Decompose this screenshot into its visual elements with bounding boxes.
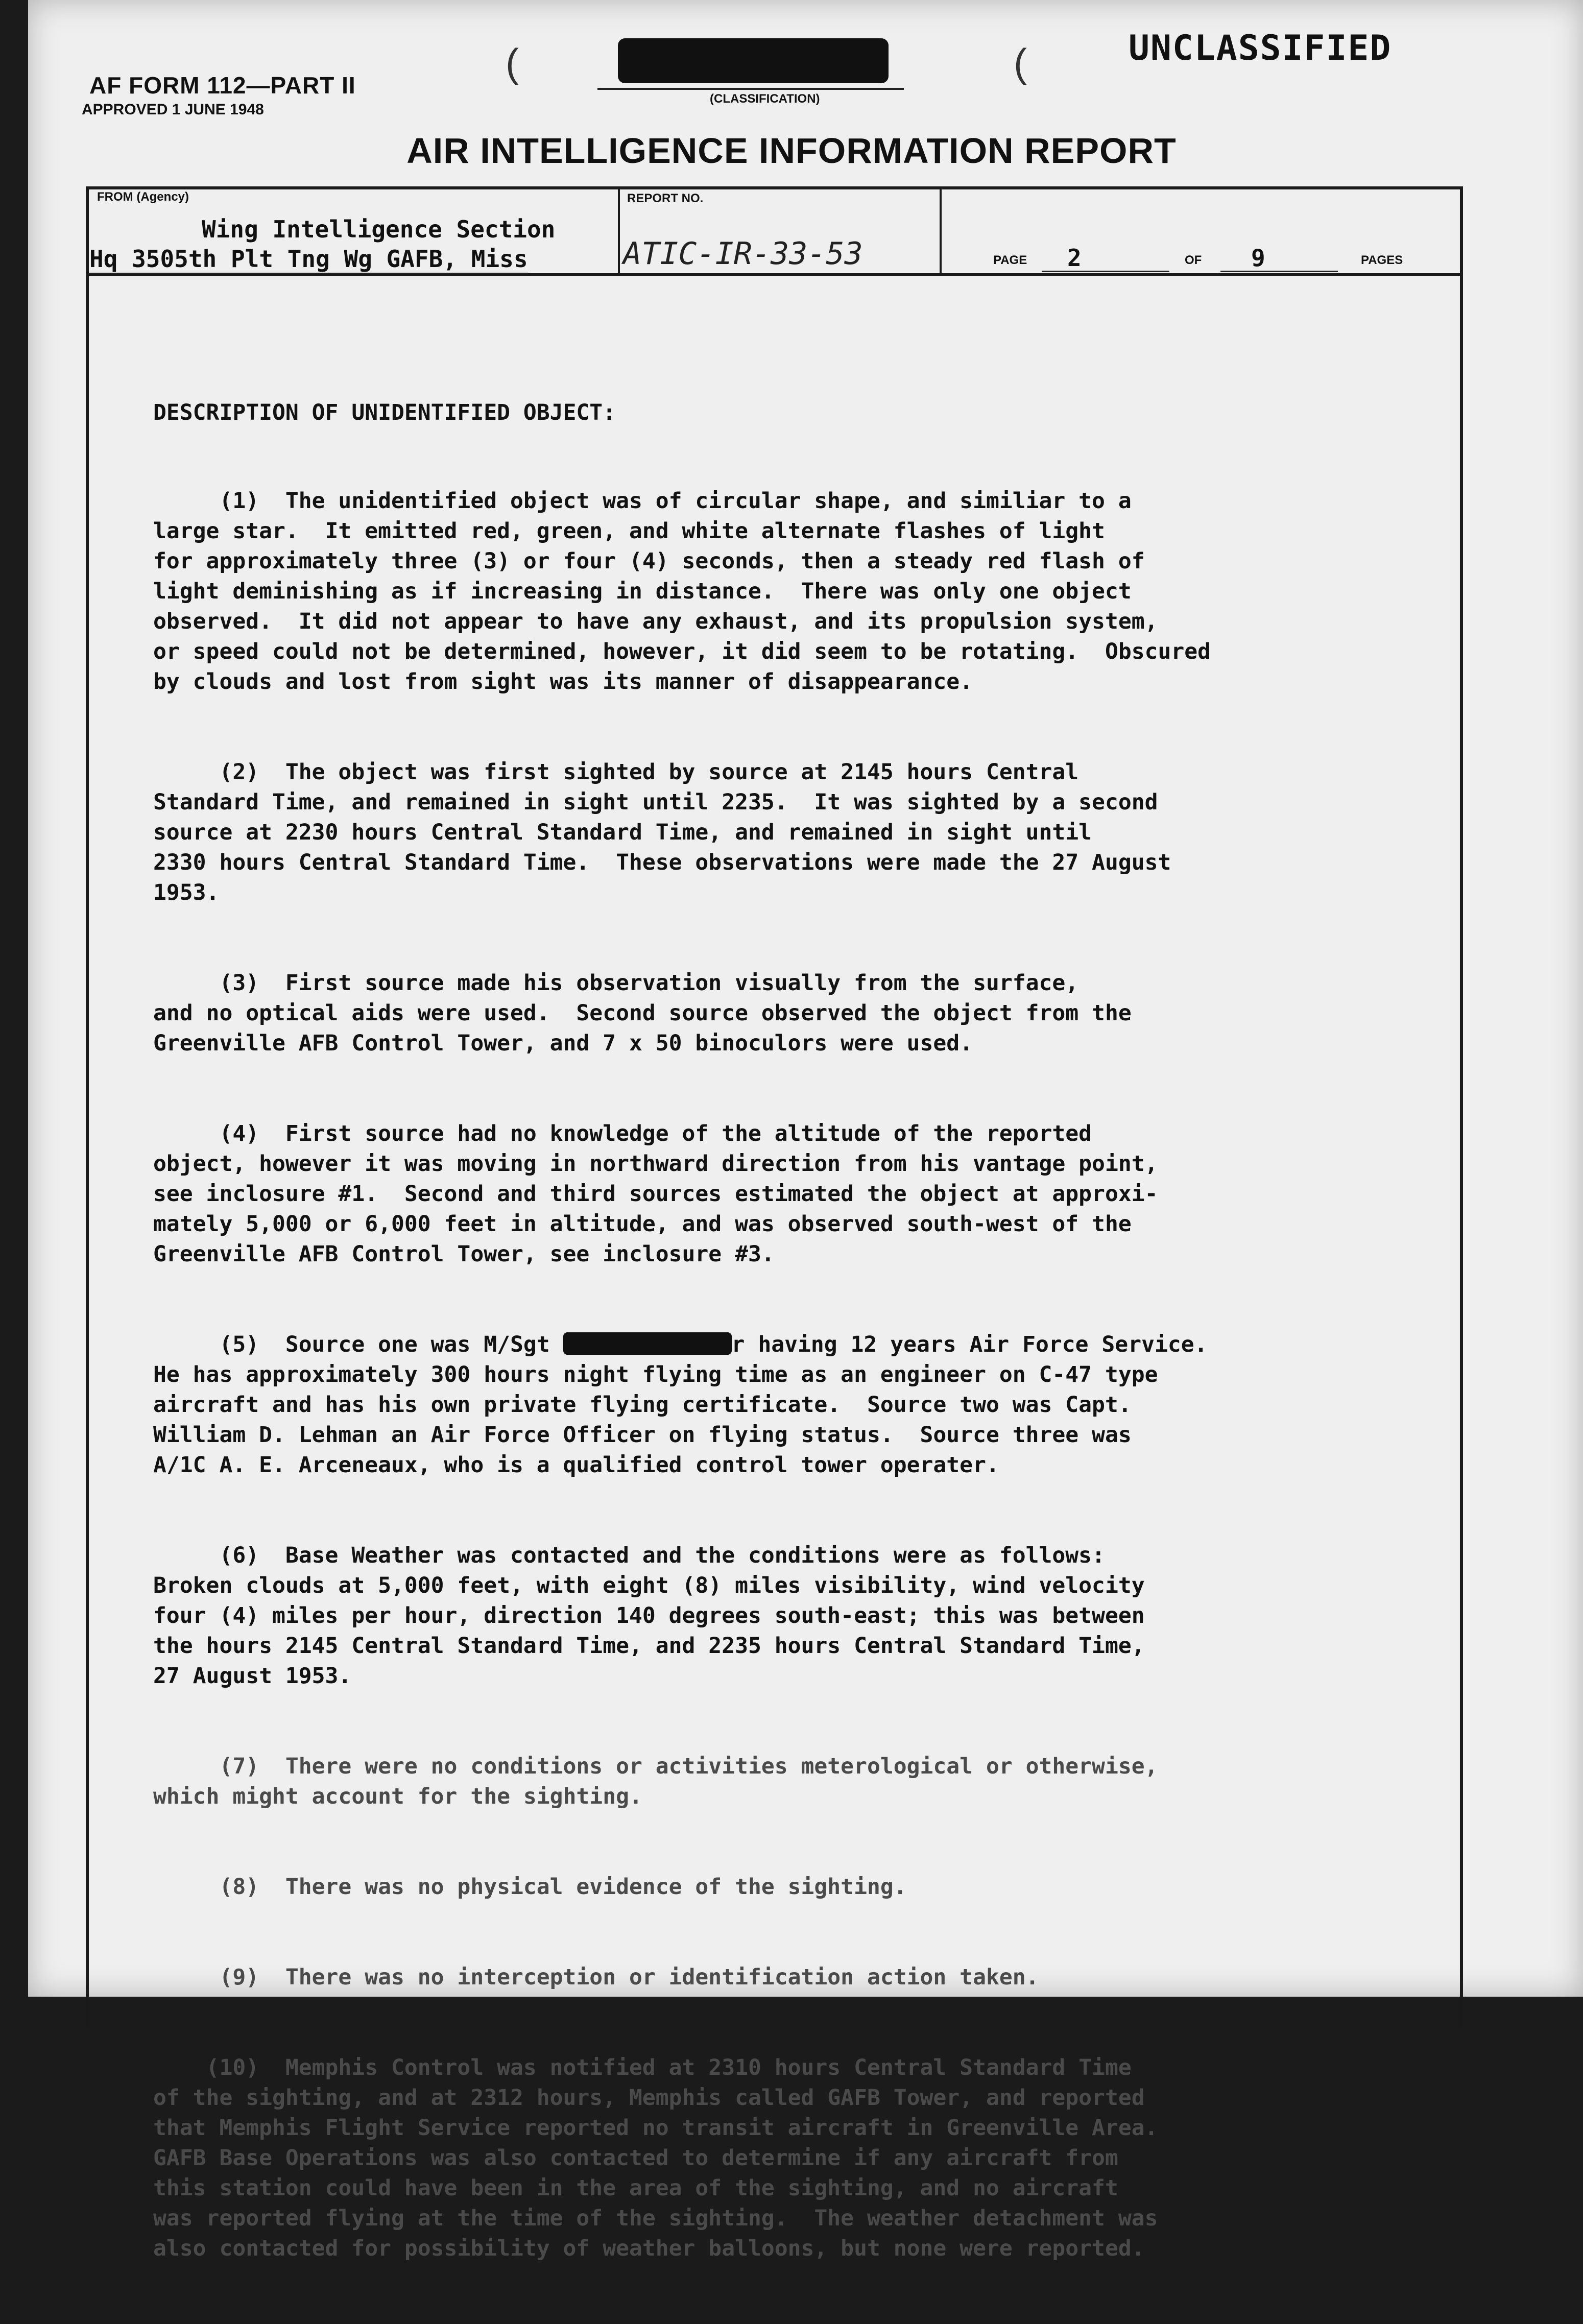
form-id: AF FORM 112—PART II — [89, 72, 356, 99]
paragraph-3: (3) First source made his observation visually from the surface, and no optical aids were used. Second source observed the object from the Greenville AFB Control Tower, and 7 x 50 binoculors were used. — [153, 970, 1132, 1056]
section-heading: DESCRIPTION OF UNIDENTIFIED OBJECT: — [153, 400, 616, 425]
of-label: OF — [1185, 253, 1202, 267]
report-no-label: REPORT NO. — [627, 191, 704, 205]
redacted-classification — [618, 38, 889, 83]
paragraph-10: (10) Memphis Control was notified at 2310 hours Central Standard Time of the sighting, and at 2312 hours, Memphis called GAFB Tower, and reported that Memphis Flight Service reported no transit aircraft in Greenville Area. GAFB Base Operations was also contacted to determine if any aircraft from this station could have been in the area of the sighting, and no aircraft was reported flying at the time of the sighting. The weather detachment was also contacted for possibility of weather balloons, but none were reported. — [153, 2055, 1158, 2261]
from-line-1: Wing Intelligence Section — [202, 215, 556, 243]
header-separator — [618, 186, 620, 276]
report-title: AIR INTELLIGENCE INFORMATION REPORT — [406, 131, 1177, 171]
page-underline — [1042, 271, 1169, 272]
redacted-name — [563, 1332, 732, 1355]
paragraph-5-start: (5) Source one was M/Sgt — [153, 1332, 563, 1357]
paragraph-5 — [153, 1330, 1379, 1480]
total-pages: 9 — [1251, 244, 1265, 272]
page-number: 2 — [1067, 244, 1082, 272]
paragraph-9: (9) There was no interception or identification action taken. — [153, 1964, 1039, 1990]
report-body — [153, 368, 1379, 2324]
paragraph-6: (6) Base Weather was contacted and the conditions were as follows: Broken clouds at 5,000 feet, with eight (8) miles visibility, wind velocity four (4) miles per hour, direction 140 degrees south-east; this was between the hours 2145 Central Standard Time, and 2235 hours Central Standard Time, 27 August 1953. — [153, 1543, 1145, 1689]
unclassified-stamp: UNCLASSIFIED — [1129, 28, 1392, 68]
from-line-2: Hq 3505th Plt Tng Wg GAFB, Miss — [89, 245, 528, 274]
page-label: PAGE — [993, 253, 1027, 267]
paragraph-2: (2) The object was first sighted by source at 2145 hours Central Standard Time, and remained in sight until 2235. It was sighted by a second source at 2230 hours Central Standard Time, and remained in sight until 2330 hours Central Standard Time. These observations were made the 27 August 1953. — [153, 759, 1171, 905]
pages-label: PAGES — [1361, 253, 1403, 267]
right-paren: ( — [1014, 40, 1027, 85]
from-label: FROM (Agency) — [97, 190, 189, 204]
classification-caption: (CLASSIFICATION) — [710, 92, 820, 106]
paragraph-1: (1) The unidentified object was of circular shape, and similiar to a large star. It emitted red, green, and white alternate flashes of light for approximately three (3) or four (4) seconds, then a steady red flash of light deminishing as if increasing in distance. There was only one object observed. It did not appear to have any exhaust, and its propulsion system, or speed could not be determined, however, it did seem to be rotating. Obscured by clouds and lost from sight was its manner of disappearance. — [153, 488, 1211, 694]
classification-line — [597, 88, 904, 90]
header-separator — [940, 186, 942, 276]
total-underline — [1220, 271, 1338, 272]
paragraph-8: (8) There was no physical evidence of the sighting. — [153, 1874, 907, 1900]
approval-date: APPROVED 1 JUNE 1948 — [82, 101, 264, 118]
paragraph-7: (7) There were no conditions or activities meterological or otherwise, which might account for the sighting. — [153, 1754, 1158, 1809]
paragraph-5-rest: r having 12 years Air Force Service. He has approximately 300 hours night flying time as an engineer on C-47 type aircraft and has his own private flying certificate. Source two was Capt. William D. Lehman an Air Force Officer on flying status. Source three was A/1C A. E. Arceneaux, who is a qualified control tower operater. — [153, 1332, 1208, 1478]
left-paren: ( — [506, 40, 519, 85]
paragraph-4: (4) First source had no knowledge of the altitude of the reported object, however it was moving in northward direction from his vantage point, see inclosure #1. Second and third sources estimated the object at approxi- mately 5,000 or 6,000 feet in altitude, and was observed south-west of the Greenville AFB Control Tower, see inclosure #3. — [153, 1121, 1158, 1267]
report-number: ATIC-IR-33-53 — [623, 236, 863, 272]
